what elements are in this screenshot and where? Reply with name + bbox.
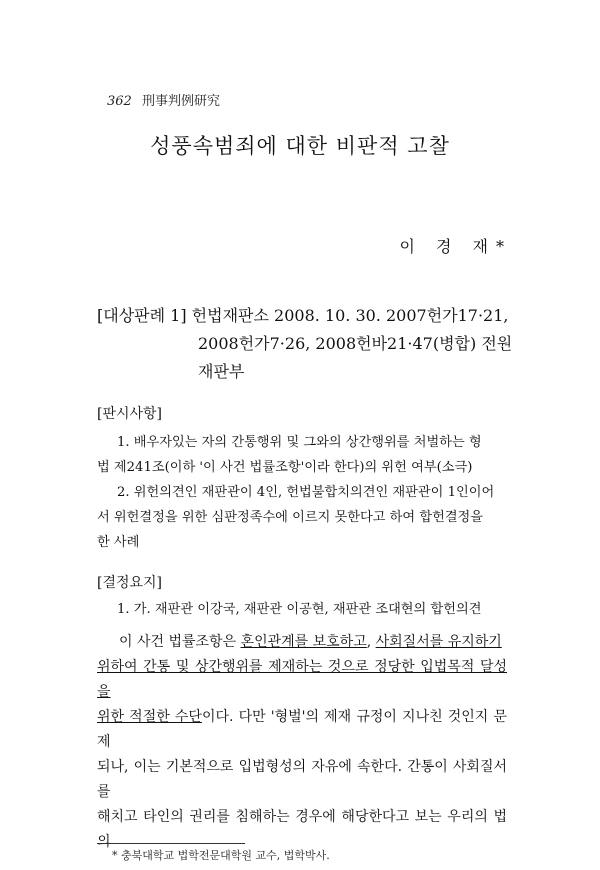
- issue-line: 법 제241조(이하 '이 사건 법률조항'이라 한다)의 위헌 여부(소극): [97, 460, 473, 475]
- footnote: * 충북대학교 법학전문대학원 교수, 법학박사.: [112, 849, 330, 862]
- underlined-text: 혼인관계를 보호하고: [240, 634, 367, 650]
- issue-line: 2. 위헌의견인 재판관이 4인, 헌법불합치의견인 재판관이 1인이어: [117, 485, 495, 500]
- underlined-text: 사회질서를 유지하기: [375, 634, 502, 650]
- case-reference-line: 2008헌가7·26, 2008헌바21·47(병합) 전원: [198, 334, 513, 353]
- body-line: 해치고 타인의 권리를 침해하는 경우에 해당한다고 보는 우리의 법의: [97, 809, 507, 850]
- author-name: 이 경 재*: [399, 237, 512, 256]
- case-reference-line: [대상판례 1] 헌법재판소 2008. 10. 30. 2007헌가17·21,: [97, 306, 509, 325]
- body-paragraph: [97, 630, 507, 855]
- body-line: [97, 705, 507, 755]
- issues-heading: [판시사항]: [97, 406, 163, 422]
- journal-name: 刑事判例研究: [141, 94, 220, 109]
- running-header: [107, 90, 220, 109]
- article-title: 성풍속범죄에 대한 비판적 고찰: [150, 134, 450, 158]
- summary-line: 1. 가. 재판관 이강국, 재판관 이공현, 재판관 조대현의 합헌의견: [117, 602, 482, 617]
- summary-item-1: [97, 597, 505, 622]
- case-reference-line: 재판부: [198, 362, 245, 381]
- body-line: 되나, 이는 기본적으로 입법형성의 자유에 속한다. 간통이 사회질서를: [97, 759, 507, 800]
- case-reference: [97, 302, 517, 386]
- issue-line: 한 사례: [97, 535, 140, 550]
- body-text-span: ,: [366, 634, 376, 650]
- footnote-divider: [97, 843, 245, 844]
- issue-item-2: [97, 480, 505, 555]
- body-line: [97, 630, 507, 655]
- body-text-span: 이다. 다만 '형벌'의 제재 규정이 지나친 것인지 문제: [97, 709, 507, 750]
- page-number: 362: [107, 94, 132, 109]
- issue-line: 서 위헌결정을 위한 심판정족수에 이르지 못한다고 하여 합헌결정을: [97, 510, 484, 525]
- issue-item-1: [97, 430, 505, 480]
- issue-line: 1. 배우자있는 자의 간통행위 및 그와의 상간행위를 처벌하는 형: [117, 435, 482, 450]
- body-text-span: 이 사건 법률조항은: [119, 634, 241, 650]
- underlined-text: 위하여 간통 및 상간행위를 제재하는 것으로 정당한 입법목적 달성을: [97, 659, 507, 700]
- underlined-text: 위한 적절한 수단: [97, 709, 202, 725]
- body-line: [97, 655, 507, 705]
- summary-heading: [결정요지]: [97, 575, 163, 591]
